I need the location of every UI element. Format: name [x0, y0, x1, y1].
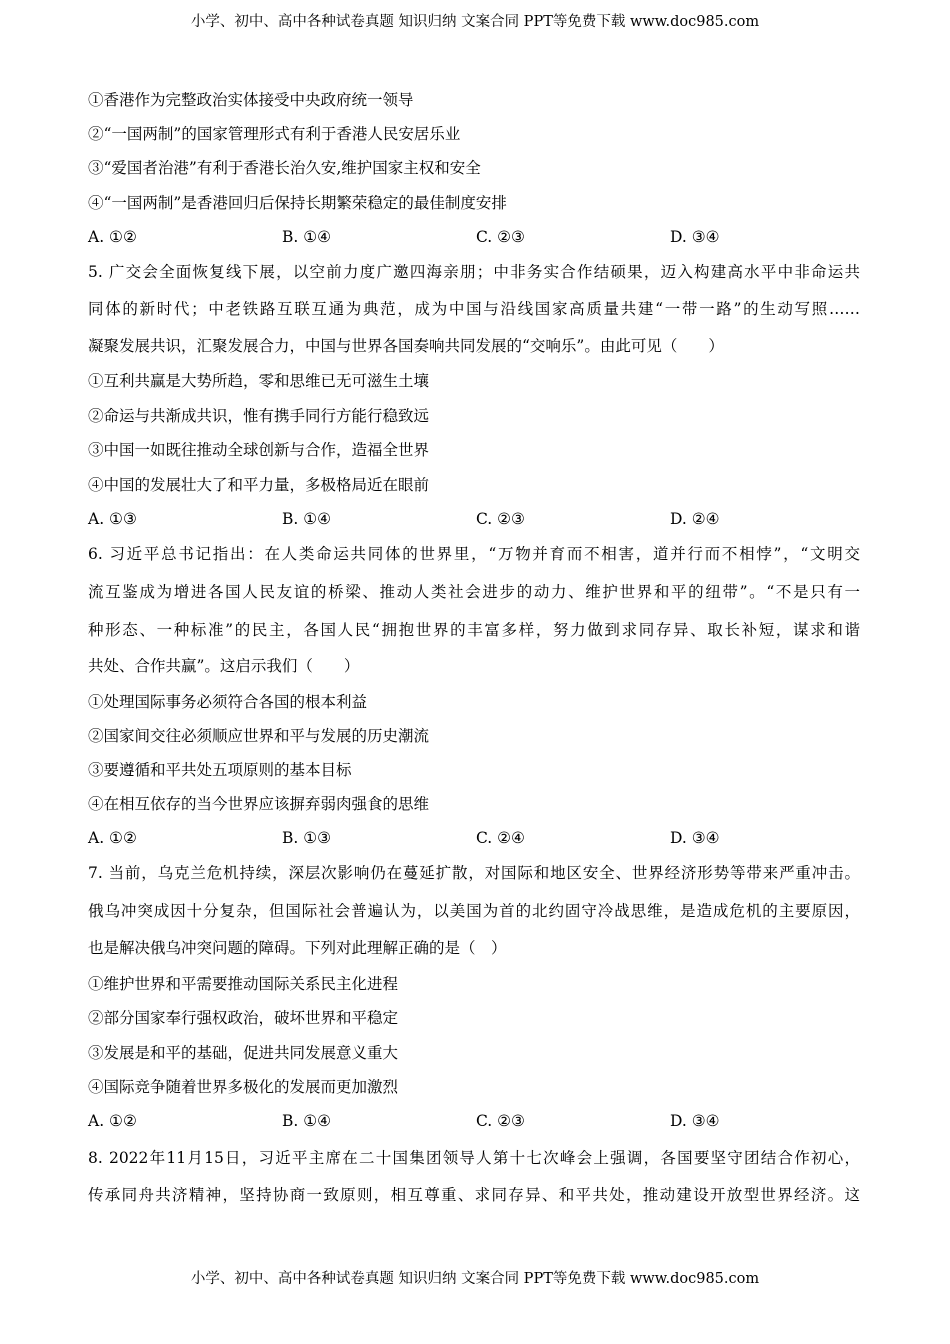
- text-line: ①香港作为完整政治实体接受中央政府统一领导: [88, 91, 414, 109]
- text-line: ④在相互依存的当今世界应该摒弃弱肉强食的思维: [88, 795, 430, 813]
- answer-choice: D. ③④: [670, 829, 720, 847]
- text-line: ①互利共赢是大势所趋，零和思维已无可滋生土壤: [88, 372, 430, 390]
- text-line: ③发展是和平的基础，促进共同发展意义重大: [88, 1044, 399, 1062]
- text-line: 种形态、一种标准”的民主，各国人民“拥抱世界的丰富多样，努力做到求同存异、取长补短，谋求和谐: [88, 621, 860, 639]
- text-line: 7. 当前，乌克兰危机持续，深层次影响仍在蔓延扩散，对国际和地区安全、世界经济形势等带来严重冲击。: [88, 864, 860, 882]
- answer-choice: C. ②③: [476, 510, 525, 528]
- text-line: ②命运与共渐成共识，惟有携手同行方能行稳致远: [88, 407, 430, 425]
- answer-choice: C. ②③: [476, 228, 525, 246]
- text-line: 5. 广交会全面恢复线下展，以空前力度广邀四海亲朋；中非务实合作结硕果，迈入构建高水平中非命运共: [88, 263, 860, 281]
- answer-choice: A. ①②: [88, 228, 137, 246]
- text-line: ②“一国两制”的国家管理形式有利于香港人民安居乐业: [88, 125, 461, 143]
- text-line: ④国际竞争随着世界多极化的发展而更加激烈: [88, 1078, 399, 1096]
- text-line: ①维护世界和平需要推动国际关系民主化进程: [88, 975, 399, 993]
- answer-choice: D. ②④: [670, 510, 720, 528]
- text-line: ③要遵循和平共处五项原则的基本目标: [88, 761, 352, 779]
- text-line: ②部分国家奉行强权政治，破坏世界和平稳定: [88, 1009, 399, 1027]
- answer-choice: A. ①②: [88, 1112, 137, 1130]
- answer-choice: A. ①②: [88, 829, 137, 847]
- text-line: 同体的新时代；中老铁路互联互通为典范，成为中国与沿线国家高质量共建“一带一路”的生动写照……: [88, 300, 860, 318]
- answer-choice: B. ①④: [282, 1112, 332, 1130]
- page-header: 小学、初中、高中各种试卷真题 知识归纳 文案合同 PPT等免费下载 www.doc985.com: [190, 14, 760, 30]
- text-line: 8. 2022年11月15日，习近平主席在二十国集团领导人第十七次峰会上强调，各国要坚守团结合作初心，: [88, 1149, 860, 1167]
- answer-choice: A. ①③: [88, 510, 137, 528]
- answer-choice: B. ①④: [282, 228, 332, 246]
- page-footer: 小学、初中、高中各种试卷真题 知识归纳 文案合同 PPT等免费下载 www.doc985.com: [190, 1271, 760, 1287]
- text-line: 传承同舟共济精神，坚持协商一致原则，相互尊重、求同存异、和平共处，推动建设开放型世界经济。这: [88, 1186, 860, 1204]
- answer-choice: B. ①③: [282, 829, 332, 847]
- answer-choice: B. ①④: [282, 510, 332, 528]
- text-line: 6. 习近平总书记指出：在人类命运共同体的世界里，“万物并育而不相害，道并行而不相悖”，“文明交: [88, 545, 860, 563]
- text-line: 也是解决俄乌冲突问题的障碍。下列对此理解正确的是（ ）: [88, 939, 507, 957]
- answer-choice: D. ③④: [670, 1112, 720, 1130]
- answer-choice: C. ②④: [476, 829, 525, 847]
- text-line: ④“一国两制”是香港回归后保持长期繁荣稳定的最佳制度安排: [88, 194, 507, 212]
- text-line: ③“爱国者治港”有利于香港长治久安,维护国家主权和安全: [88, 159, 481, 177]
- text-line: ④中国的发展壮大了和平力量，多极格局近在眼前: [88, 476, 430, 494]
- answer-choice: D. ③④: [670, 228, 720, 246]
- text-line: 凝聚发展共识，汇聚发展合力，中国与世界各国奏响共同发展的“交响乐”。由此可见（ ）: [88, 337, 724, 355]
- text-line: ②国家间交往必须顺应世界和平与发展的历史潮流: [88, 727, 430, 745]
- text-line: ③中国一如既往推动全球创新与合作，造福全世界: [88, 441, 430, 459]
- text-line: 俄乌冲突成因十分复杂，但国际社会普遍认为，以美国为首的北约固守冷战思维，是造成危机的主要原因，: [88, 902, 860, 920]
- answer-choice: C. ②③: [476, 1112, 525, 1130]
- text-line: ①处理国际事务必须符合各国的根本利益: [88, 693, 368, 711]
- text-line: 共处、合作共赢”。这启示我们（ ）: [88, 657, 360, 675]
- text-line: 流互鉴成为增进各国人民友谊的桥梁、推动人类社会进步的动力、维护世界和平的纽带”。“不是只有一: [88, 583, 860, 601]
